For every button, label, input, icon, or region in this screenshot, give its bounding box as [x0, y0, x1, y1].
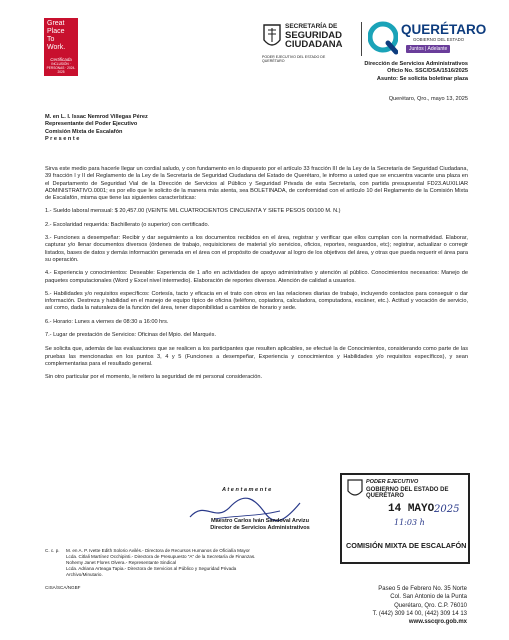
item-6-schedule: 6.- Horario: Lunes a viernes de 08:30 a 16:00 hrs. [45, 318, 169, 325]
badge-line1: Great [47, 20, 65, 27]
item-3-functions: 3.- Funciones a desempeñar: Recibir y dar seguimiento a los documentos recibidos en el área, registrar y verificar que ellos cumplan con la normatividad. Elaborar, capturar y/o llenar documentos diversos (órdenes de trabajo, requisiciones de material y/o servicios, oficios, reportes, resguardos, etc); registrar, actualizar o corregir listados, bases de datos y demás información generada en el área con el propósito de coadyuvar al logro de los objetivos del área, y otras que pueda requerir el área para su operación. [45, 235, 468, 263]
juntos-adelante-tag: Juntos | Adelante [406, 45, 450, 53]
footer-website[interactable]: www.sscqro.gob.mx [408, 619, 467, 626]
cc-line: Archivo/Minutario. [66, 572, 103, 577]
oficio-number: Oficio No. SSC/DSA/1516/2025 [387, 68, 468, 75]
footer-line3: Querétaro, Qro. C.P. 76010 [394, 602, 467, 609]
cc-line: Lcda. Citlali Martínez Occhipinti.- Directora de Presupuesto "A" de la Secretaría de Finanzas. [66, 554, 256, 559]
tag-adelante: Adelante [427, 46, 448, 52]
item-5-skills: 5.- Habilidades y/o requisitos específicos: Cortesía, tacto y eficacia en el trato con otros en las relaciones diarias de trabajo, incluyendo contactos para conseguir o dar información. Destreza y habilidad en el manejo de equipo típico de oficina (teléfono, copiadora, calculadora, computadora, escáner, etc.). Actitud y vocación de servicio, así como, dada la naturaleza de la función del área, tener disponibilidad a cambios de horario y sede. [45, 290, 468, 312]
item-4-experience: 4.- Experiencia y conocimientos: Deseable: Experiencia de 1 año en actividades de apoyo administrativo y atención al público. Conocimientos necesarios: Manejo de paquetes computacionales (Word y Excel nivel intermedio). Elaboración de reportes diversos. Atención de calidad a usuarios. [45, 270, 468, 284]
cc-line: M. en A. P. Ivette Edith Solorio Avilés.- Directora de Recursos Humanos de Oficialía Mayor [66, 548, 250, 553]
stamp-time-handwritten: 11:03 h [394, 518, 425, 527]
cc-list [66, 548, 356, 578]
cc-line: Nohemy Janet Flores Olvera.- Representante Sindical [66, 560, 177, 565]
signatory-name: Maestro Carlos Iván Sandoval Arvizu [210, 518, 310, 524]
cc-label: C. c. p. [45, 548, 60, 553]
stamp-seal-icon [346, 478, 364, 500]
paragraph-closing: Sin otro particular por el momento, le reitero la seguridad de mi personal consideración. [45, 374, 263, 381]
recipient-name: M. en L. I. Issac Nemrod Villegas Pérez [45, 114, 148, 120]
badge-line3: To [47, 36, 55, 43]
tag-juntos: Juntos [409, 46, 424, 52]
recipient-presente: P r e s e n t e [45, 135, 80, 142]
recipient-block [45, 114, 345, 143]
stamp-line2: GOBIERNO DEL ESTADO DE QUERÉTARO [366, 487, 449, 499]
footer-address [267, 585, 467, 626]
cc-line: Lcda. Adriana Arteaga Tapia.- Directora de Servicios al Público y Seguridad Privada [66, 566, 237, 571]
ssc-logo-text [285, 22, 355, 49]
queretaro-sub: GOBIERNO DEL ESTADO [413, 37, 465, 42]
footer-line1: Paseo 5 de Febrero No. 35 Norte [378, 586, 467, 592]
asunto: Asunto: Se solicita boletinar plaza [376, 75, 468, 82]
stamp-date [388, 503, 434, 515]
footer-line4: T. (442) 309 14 00, (442) 309 14 13 [372, 610, 467, 617]
meta-block [228, 61, 468, 83]
item-2-schooling: 2.- Escolaridad requerida: Bachillerato (o superior) con certificado. [45, 221, 210, 228]
recipient-role: Representante del Poder Ejecutivo [45, 121, 138, 128]
initials: CISA/SCA/NGBF [45, 585, 81, 590]
item-7-location: 7.- Lugar de prestación de Servicios: Oficinas del Mpio. del Marqués. [45, 332, 217, 339]
stamp-year-handwritten: 2025 [434, 504, 460, 515]
document-date: Querétaro, Qro., mayo 13, 2025 [388, 96, 468, 102]
paragraph-request: Se solicita que, además de las evaluaciones que se realicen a los participantes que resulten aplicables, se efectué la de Conocimientos, considerando como parte de las pruebas las mencionadas en los puntos 3, 4 y 5 (Funciones a desempeñar, Experiencia y conocimientos y Habilidades y/o requisitos específicos), y sean complementarias para el resultado general. [45, 346, 468, 367]
stamp-month: MAYO [407, 503, 435, 515]
ssc-line3: CIUDADANA [285, 39, 343, 50]
badge-line4: Work. [47, 44, 66, 51]
queretaro-logo-icon [368, 21, 398, 60]
badge-certificada [44, 58, 78, 74]
footer-line2: Col. San Antonio de la Punta [390, 594, 467, 601]
state-coat-of-arms-icon [262, 22, 282, 52]
ssc-line2: SEGURIDAD [285, 30, 343, 41]
item-1-salary: 1.- Sueldo laboral mensual: $ 20,457.00 (VEINTE MIL CUATROCIENTOS CINCUENTA Y SIETE PESOS 00/100 M. N.) [45, 208, 341, 215]
ssc-sub: PODER EJECUTIVO DEL ESTADO DE QUERÉTARO [262, 55, 326, 63]
ssc-line1: SECRETARÍA DE [285, 23, 338, 30]
body-text [45, 166, 468, 382]
stamp-line3: COMISIÓN MIXTA DE ESCALAFÓN [346, 541, 467, 550]
stamp-day: 14 [388, 503, 402, 515]
badge-cert-label: Certificada [50, 57, 72, 62]
badge-cert-sub: INCLUSIÓN · PERSONAS · 2024-2025 [46, 62, 76, 74]
signatory-title: Director de Servicios Administrativos [210, 525, 310, 532]
closing-atentamente: A t e n t a m e n t e [222, 487, 272, 493]
stamp-line1: PODER EJECUTIVO [366, 479, 419, 485]
header-divider [361, 22, 362, 56]
signature-block [170, 518, 350, 533]
queretaro-name: QUERÉTARO [401, 22, 487, 37]
dependency: Dirección de Servicios Administrativos [364, 61, 468, 67]
paragraph-intro: Sirva este medio para hacerle llegar un cordial saludo, y con fundamento en lo dispuesto por el artículo 33 fracción III de la Ley de la Secretaría de Seguridad Ciudadana, 39 fracción I y II del Reglamento de la Ley de la Secretaría de Seguridad Ciudadana del Estado de Querétaro, le informo a usted que se encuentra vacante una plaza en el Departamento de Seguridad Vial de la Dirección de Servicios al Público y Seguridad Privada de esta Secretaría, con partida presupuestal FD23.AUXILIAR ADMINISTRATIVO.0001; es por ello que le solicito de la manera más atenta, sea BOLETINADA, de conformidad con el artículo 10 del Reglamento de la Comisión Mixta de Escalafón, misma que tiene las siguientes características: [45, 166, 468, 202]
badge-line2: Place [47, 28, 65, 35]
great-place-to-work-badge [44, 18, 78, 76]
reception-stamp [340, 473, 470, 564]
recipient-org: Comisión Mixta de Escalafón [45, 128, 123, 135]
